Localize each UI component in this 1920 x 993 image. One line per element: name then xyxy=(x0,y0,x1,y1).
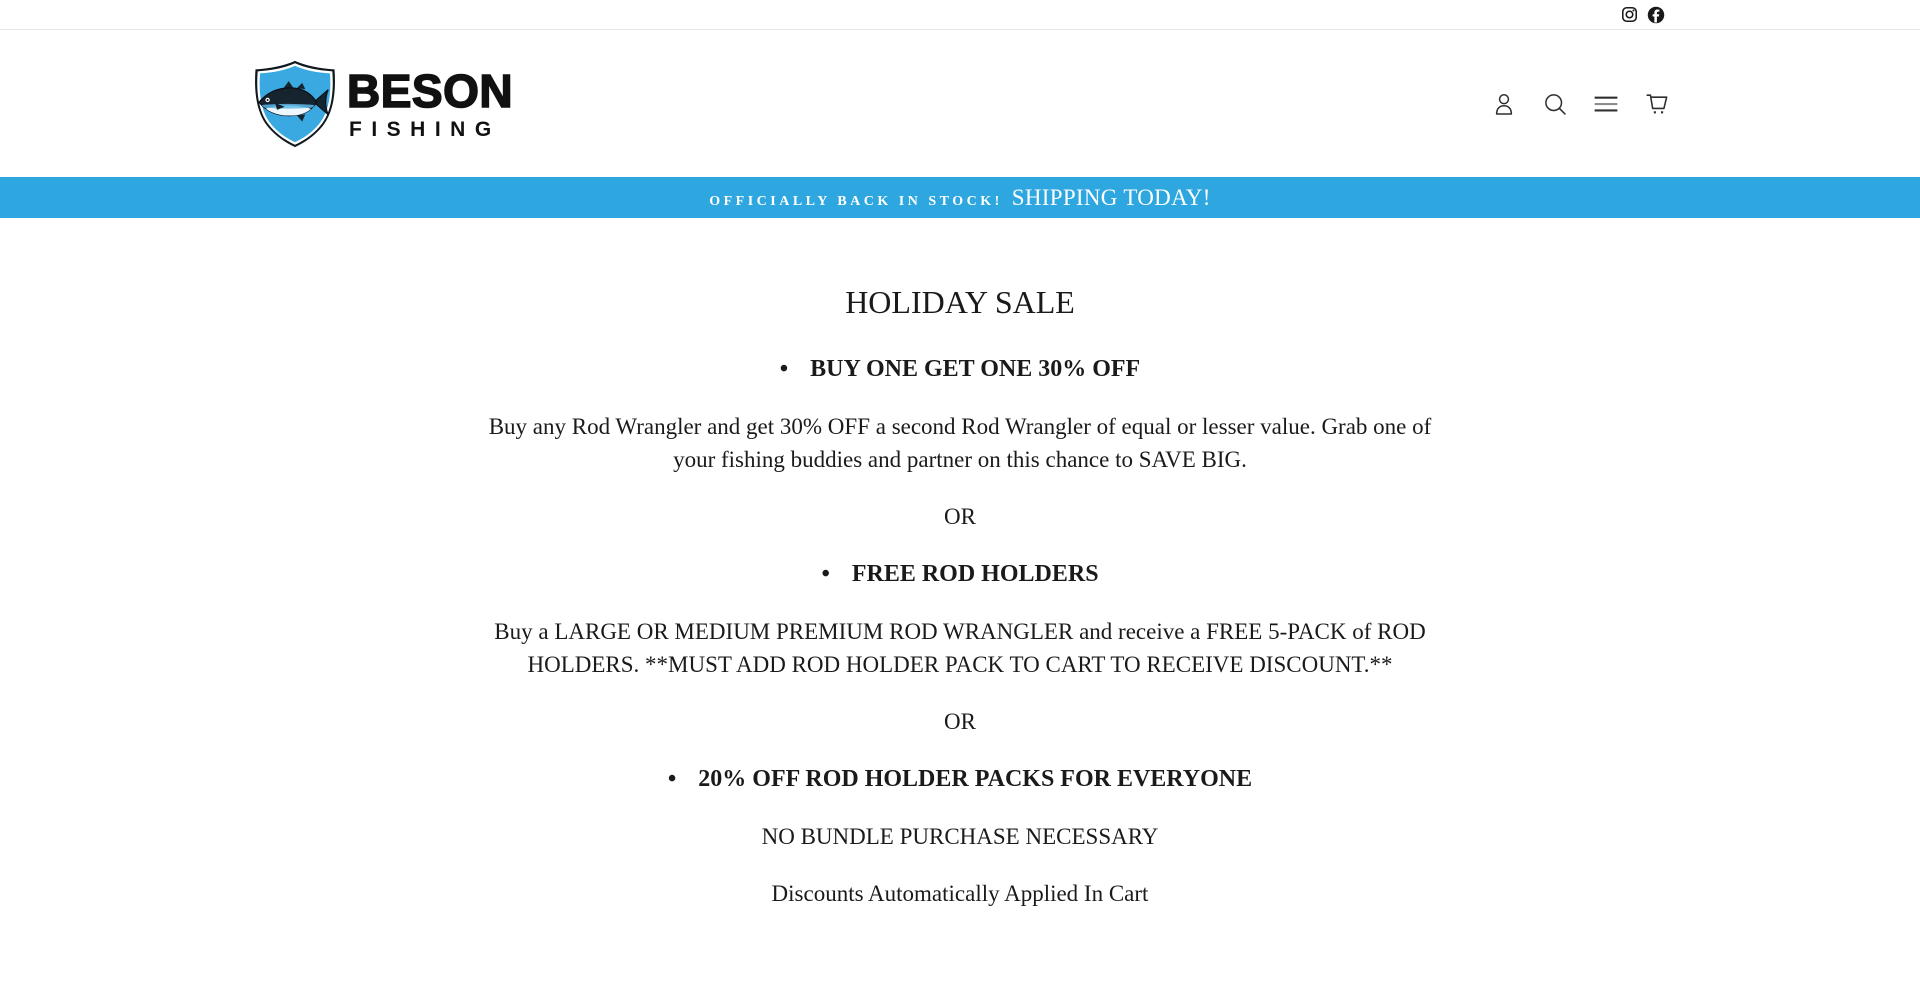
account-button[interactable] xyxy=(1490,90,1517,117)
announcement-message: SHIPPING TODAY! xyxy=(1011,185,1211,210)
brand-wordmark xyxy=(347,64,514,141)
offer-bullet-bogo xyxy=(480,352,1440,386)
page-title: HOLIDAY SALE xyxy=(845,284,1075,320)
top-utility-bar xyxy=(0,0,1920,30)
person-icon xyxy=(1491,91,1517,117)
brand-logo[interactable] xyxy=(250,60,513,148)
header-actions xyxy=(1490,90,1670,117)
search-button[interactable] xyxy=(1541,90,1568,117)
or-divider-2: OR xyxy=(944,708,976,734)
cart-button[interactable] xyxy=(1643,90,1670,117)
bullet-marker: • xyxy=(821,560,830,587)
site-header xyxy=(0,30,1920,177)
brand-subname: FISHING xyxy=(349,117,501,141)
offer-bullet-free-holders-text: FREE ROD HOLDERS xyxy=(851,560,1099,587)
bullet-marker: • xyxy=(667,765,677,792)
cart-icon xyxy=(1643,90,1670,117)
offer-paragraph-free-holders: Buy a LARGE OR MEDIUM PREMIUM ROD WRANGLER and receive a FREE 5-PACK of ROD HOLDERS. **MUST ADD ROD HOLDER PACK TO CART TO RECEIVE DISCOUNT.** xyxy=(494,618,1426,677)
no-bundle-note: NO BUNDLE PURCHASE NECESSARY xyxy=(761,823,1159,849)
brand-shield-fish-icon xyxy=(250,60,340,148)
offer-paragraph-bogo: Buy any Rod Wrangler and get 30% OFF a second Rod Wrangler of equal or lesser value. Grab one of your fishing buddies and partner on this chance to SAVE BIG. xyxy=(488,413,1432,472)
instagram-icon xyxy=(1621,6,1638,23)
offer-bullet-20-off xyxy=(480,762,1440,796)
main-content xyxy=(0,218,1920,910)
discounts-applied-note: Discounts Automatically Applied In Cart xyxy=(771,880,1149,906)
instagram-link[interactable] xyxy=(1620,6,1638,24)
announcement-bar xyxy=(0,177,1920,218)
menu-button[interactable] xyxy=(1592,90,1619,117)
or-divider-1: OR xyxy=(944,503,976,529)
hamburger-menu-icon xyxy=(1593,91,1619,117)
offer-bullet-20-off-text: 20% OFF ROD HOLDER PACKS FOR EVERYONE xyxy=(698,765,1253,792)
announcement-kicker: OFFICIALLY BACK IN STOCK! xyxy=(709,194,1003,209)
facebook-icon xyxy=(1647,6,1665,24)
search-icon xyxy=(1542,91,1568,117)
offer-bullet-free-holders xyxy=(480,557,1440,591)
facebook-link[interactable] xyxy=(1647,6,1665,24)
brand-name: BESON xyxy=(347,64,514,117)
bullet-marker: • xyxy=(779,355,789,382)
offer-bullet-bogo-text: BUY ONE GET ONE 30% OFF xyxy=(810,355,1141,382)
